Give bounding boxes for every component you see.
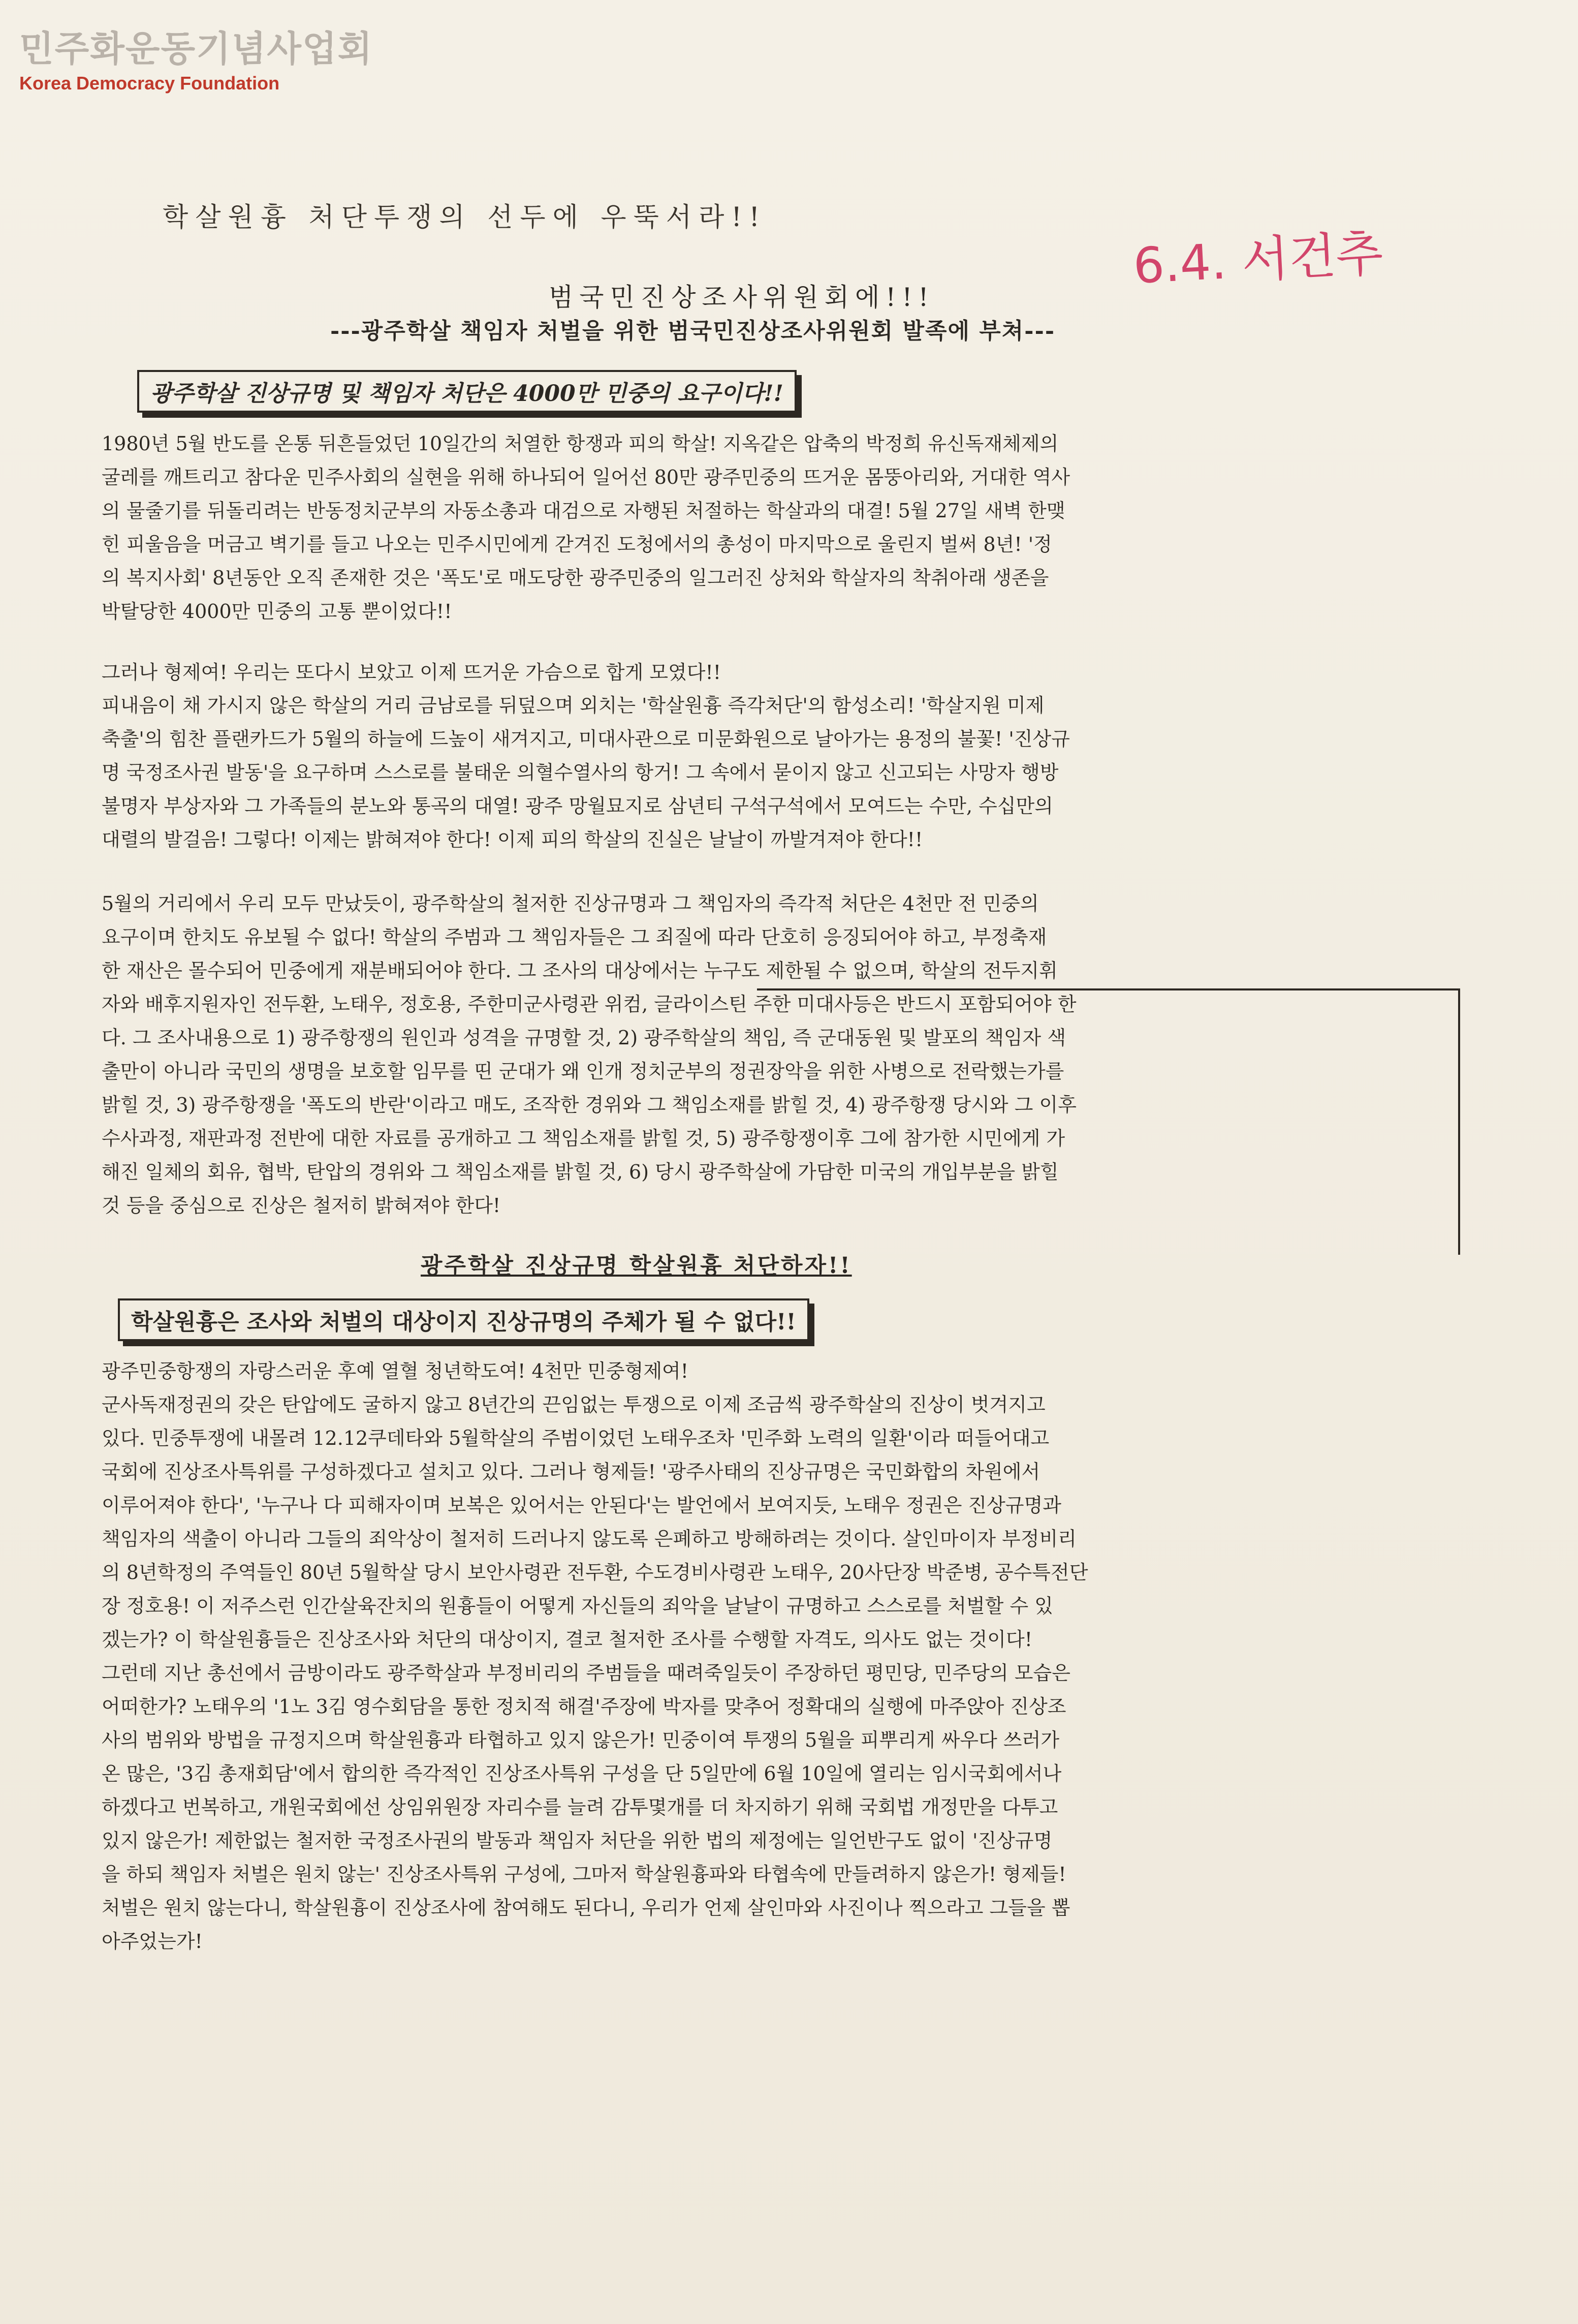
- section2-paragraph-1: 광주민중항쟁의 자랑스러운 후예 열혈 청년학도여! 4천만 민중형제여! 군사독재정권의 갖은 탄압에도 굴하지 않고 8년간의 끈임없는 투쟁으로 이제 조금씩 광주학살의 진상이 벗겨지고 있다. 민중투쟁에 내몰려 12.12쿠데타와 5월학살의 주범이었던 노태우조차 '민주화 노력의 일환'이라 떠들어대고 국회에 진상조사특위를 구성하겠다고 설치고 있다. 그러나 형제들! '광주사태의 진상규명은 국민화합의 차원에서 이루어져야 한다', '누구나 다 피해자이며 보복은 있어서는 안된다'는 발언에서 보여지듯, 노태우 정권은 진상규명과 책임자의 색출이 아니라 그들의 죄악상이 철저히 드러나지 않도록 은폐하고 방해하려는 것이다. 살인마이자 부정비리 의 8년학정의 주역들인 80년 5월학살 당시 보안사령관 전두환, 수도경비사령관 노태우, 20사단장 박준병, 공수특전단 장 정호용! 이 저주스런 인간살육잔치의 원흉들이 어떻게 자신들의 죄악을 날날이 규명하고 스스로를 처벌할 수 있 겠는가? 이 학살원흉들은 진상조사와 처단의 대상이지, 결코 철저한 조사를 수행할 자격도, 의사도 없는 것이다! 그런데 지난 총선에서 금방이라도 광주학살과 부정비리의 주범들을 때려죽일듯이 주장하던 평민당, 민주당의 모습은 어떠한가? 노태우의 '1노 3김 영수회담을 통한 정치적 해결'주장에 박자를 맞추어 정확대의 실행에 마주앉아 진상조 사의 범위와 방법을 규정지으며 학살원흉과 타협하고 있지 않은가! 민중이여 투쟁의 5월을 피뿌리게 싸우다 쓰러가 온 많은, '3김 총재회담'에서 합의한 즉각적인 진상조사특위 구성을 단 5일만에 6월 10일에 열리는 임시국회에서나 하겠다고 번복하고, 개원국회에선 상임위원장 자리수를 늘려 감투몇개를 더 차지하기 위해 국회법 개정만을 다투고 있지 않은가! 제한없는 철저한 국정조사권의 발동과 책임자 처단을 위한 법의 제정에는 일언반구도 없이 '진상규명 을 하되 책임자 처벌은 원치 않는' 진상조사특위 구성에, 그마저 학살원흉파와 타협속에 만들려하지 않은가! 형제들! 처벌은 원치 않는다니, 학살원흉이 진상조사에 참여해도 된다니, 우리가 언제 살인마와 사진이나 찍으라고 그들을 뽑 아주었는가!: [102, 1360, 1088, 1953]
- watermark-korean: 민주화운동기념사업회: [19, 28, 373, 70]
- section1-paragraph-1: 1980년 5월 반도를 온통 뒤흔들었던 10일간의 처열한 항쟁과 피의 학살! 지옥같은 압축의 박정희 유신독재체제의 굴레를 깨트리고 참다운 민주사회의 실현을 위해 하나되어 일어선 80만 광주민중의 뜨거운 몸뚱아리와, 거대한 역사 의 물줄기를 뒤돌리려는 반동정치군부의 자동소총과 대검으로 자행된 처절하는 학살과의 대결! 5월 27일 새벽 한맺 힌 피울음을 머금고 벽기를 들고 나오는 민주시민에게 갇겨진 도청에서의 총성이 마지막으로 울린지 벌써 8년! '정 의 복지사회' 8년동안 오직 존재한 것은 '폭도'로 매도당한 광주민중의 일그러진 상처와 학살자의 착취아래 생존을 박탈당한 4000만 민중의 고통 뿐이었다!!: [102, 432, 1070, 623]
- subtitle-occasion: ---광주학살 책임자 처벌을 위한 범국민진상조사위원회 발족에 부쳐---: [330, 318, 1056, 344]
- document-title: 학살원흉 처단투쟁의 선두에 우뚝서라!!: [163, 202, 767, 233]
- section1-paragraph-3: 피내음이 채 가시지 않은 학살의 거리 금남로를 뒤덮으며 외치는 '학살원흉 즉각처단'의 함성소리! '학살지원 미제 축출'의 힘찬 플랜카드가 5월의 하늘에 드높이 새겨지고, 미대사관으로 미문화원으로 날아가는 용정의 불꽃! '진상규 명 국정조사권 발동'을 요구하며 스스로를 불태운 의혈수열사의 항거! 그 속에서 묻이지 않고 신고되는 사망자 행방 불명자 부상자와 그 가족들의 분노와 통곡의 대열! 광주 망월묘지로 삼년티 구석구석에서 모여드는 수만, 수십만의 대렬의 발걸음! 그렇다! 이제는 밝혀져야 한다! 이제 피의 학살의 진실은 날날이 까발겨져야 한다!!: [102, 694, 1070, 851]
- section2-heading: 학살원흉은 조사와 처벌의 대상이지 진상규명의 주체가 될 수 없다!!: [118, 1298, 809, 1341]
- section1-paragraph-4: 5월의 거리에서 우리 모두 만났듯이, 광주학살의 철저한 진상규명과 그 책임자의 즉각적 처단은 4천만 전 민중의 요구이며 한치도 유보될 수 없다! 학살의 주범과 그 책임자들은 그 죄질에 따라 단호히 응징되어야 하고, 부정축재 한 재산은 몰수되어 민중에게 재분배되어야 한다. 그 조사의 대상에서는 누구도 제한될 수 없으며, 학살의 전두지휘 자와 배후지원자인 전두환, 노태우, 정호용, 주한미군사령관 위컴, 글라이스틴 주한 미대사등은 반드시 포함되어야 한 다. 그 조사내용으로 1) 광주항쟁의 원인과 성격을 규명할 것, 2) 광주학살의 책임, 즉 군대동원 및 발포의 책임자 색 출만이 아니라 국민의 생명을 보호할 임무를 띤 군대가 왜 인개 정치군부의 정권장악을 위한 사병으로 전락했는가를 밝힐 것, 3) 광주항쟁을 '폭도의 반란'이라고 매도, 조작한 경위와 그 책임소재를 밝힐 것, 4) 광주항쟁 당시와 그 이후 수사과정, 재판과정 전반에 대한 자료를 공개하고 그 책임소재를 밝힐 것, 5) 광주항쟁이후 그에 참가한 시민에게 가 해진 일체의 회유, 협박, 탄압의 경위와 그 책임소재를 밝힐 것, 6) 당시 광주학살에 가담한 미국의 개입부분을 밝힐 것 등을 중심으로 진상은 철저히 밝혀져야 한다!: [102, 892, 1077, 1217]
- watermark-english: Korea Democracy Foundation: [19, 73, 280, 94]
- watermark: [19, 20, 373, 94]
- handwritten-note: 6.4. 서건추: [1131, 225, 1384, 295]
- hand-drawn-bracket: [757, 988, 1460, 1255]
- subtitle-committee: 범국민진상조사위원회에!!!: [549, 283, 935, 312]
- section1-heading: 광주학살 진상규명 및 책임자 처단은 4000만 민중의 요구이다!!: [137, 370, 797, 413]
- slogan: 광주학살 진상규명 학살원흉 처단하자!!: [421, 1253, 852, 1279]
- section1-paragraph-2: 그러나 형제여! 우리는 또다시 보았고 이제 뜨거운 가슴으로 합게 모였다!!: [102, 661, 721, 684]
